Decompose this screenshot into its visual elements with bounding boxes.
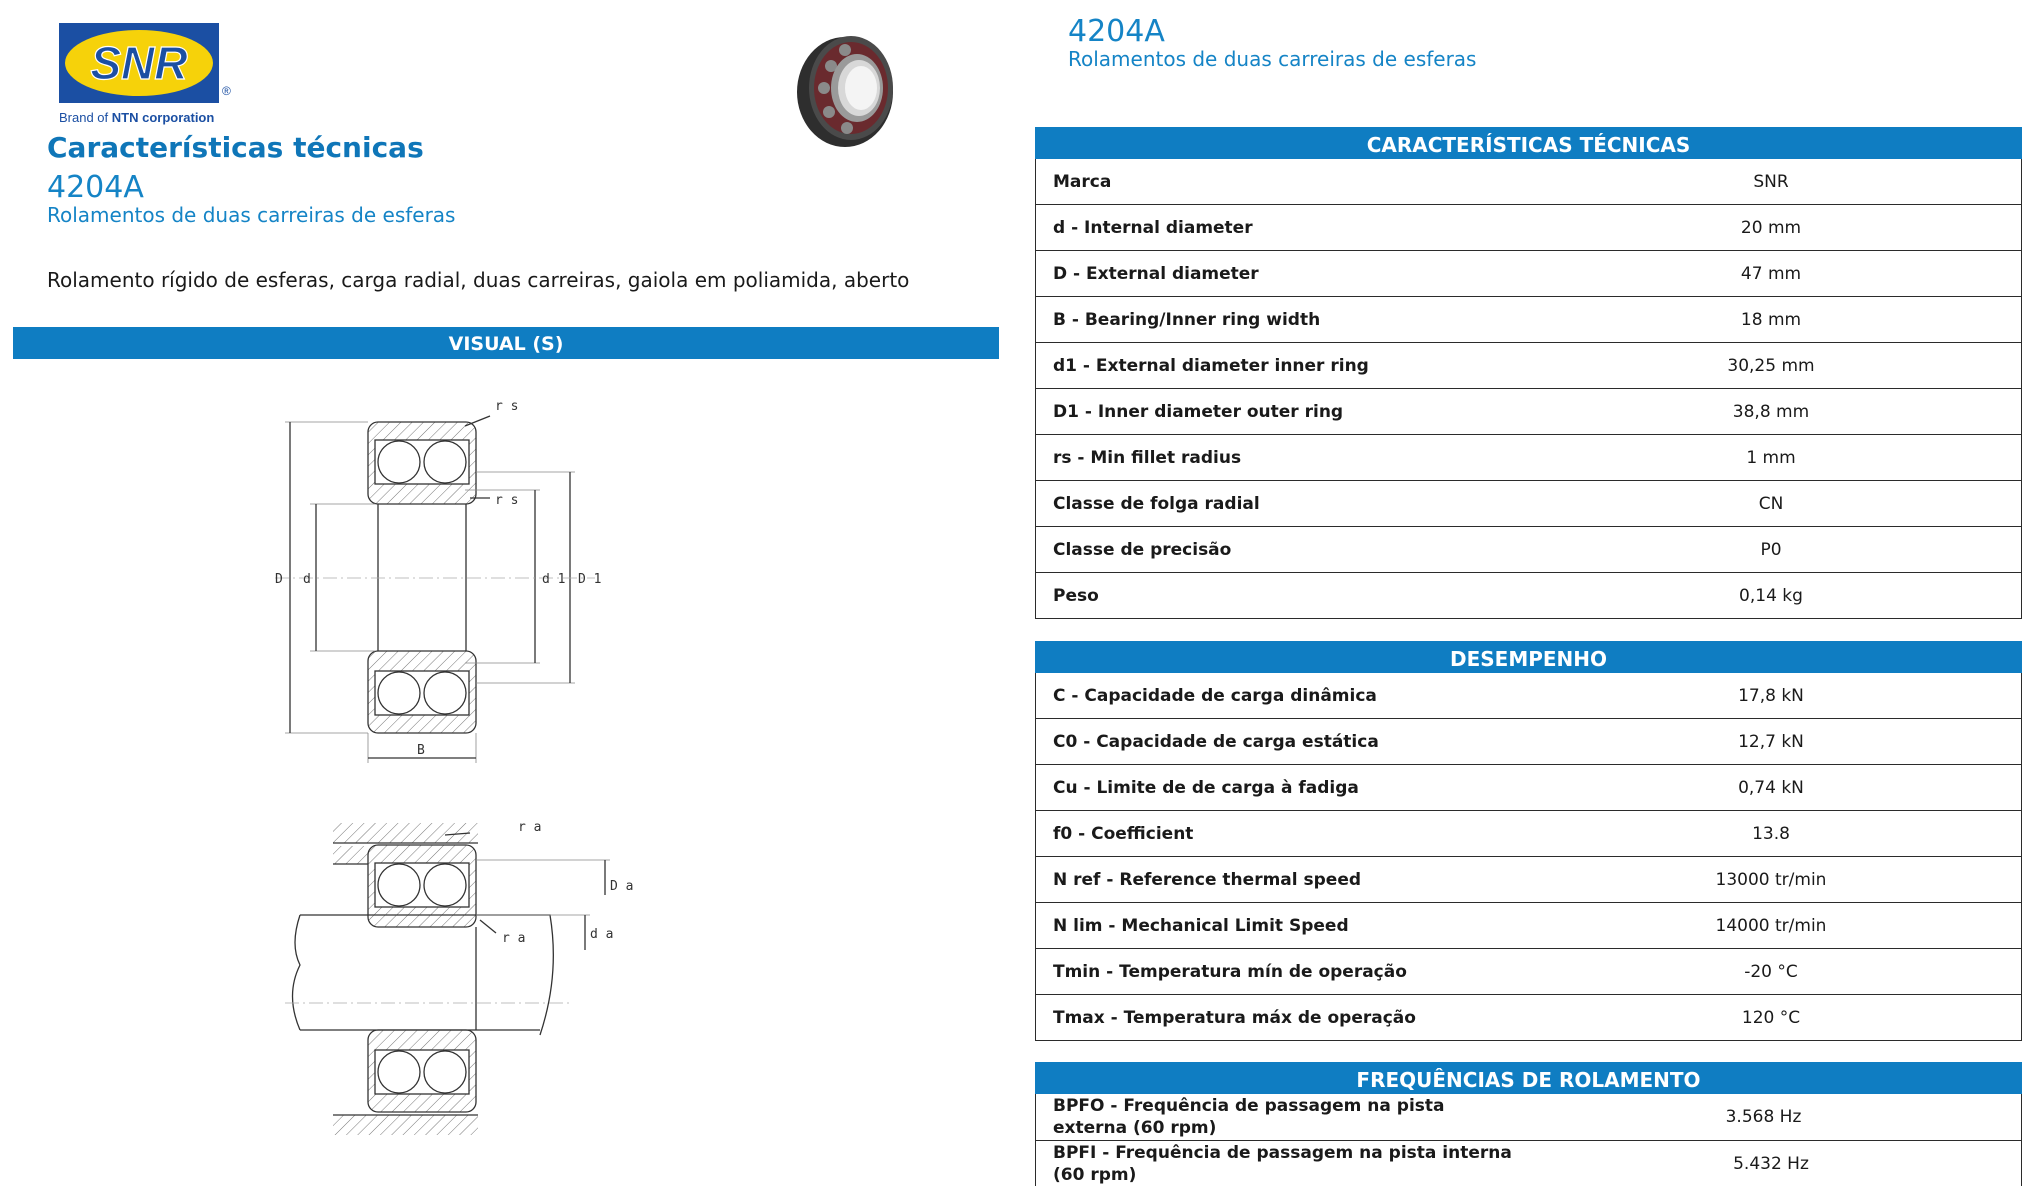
table-row: Marca SNR <box>1053 171 1789 192</box>
svg-text:B: B <box>417 743 425 758</box>
frequencies-section-header: FREQUÊNCIAS DE ROLAMENTO <box>1035 1062 2022 1094</box>
product-code-right: 4204A <box>1068 14 1165 49</box>
performance-table <box>1035 641 2022 1041</box>
table-row: Classe de folga radial CN <box>1036 480 2021 526</box>
table-row: Cu - Limite de de carga à fadiga 0,74 kN <box>1036 764 2021 810</box>
svg-text:d: d <box>303 572 311 587</box>
table-row: Classe de precisão P0 <box>1036 526 2021 572</box>
table-row: BPFO - Frequência de passagem na pista externa (60 rpm) 3.568 Hz <box>1053 1096 1802 1138</box>
svg-text:d 1: d 1 <box>542 572 566 587</box>
table-row: rs - Min fillet radius 1 mm <box>1036 434 2021 480</box>
table-row: Peso 0,14 kg <box>1036 572 2021 618</box>
svg-text:®: ® <box>222 84 231 98</box>
table-row: d1 - External diameter inner ring 30,25 mm <box>1036 342 2021 388</box>
page-title: Características técnicas <box>47 131 424 164</box>
svg-text:Brand of NTN corporation: Brand of NTN corporation <box>59 110 215 125</box>
table-row: C - Capacidade de carga dinâmica 17,8 kN <box>1053 685 1804 706</box>
product-type: Rolamentos de duas carreiras de esferas <box>47 203 456 227</box>
product-description: Rolamento rígido de esferas, carga radial, duas carreiras, gaiola em poliamida, aberto <box>47 268 910 292</box>
logo-wordmark: SNR <box>90 37 188 89</box>
svg-text:r a: r a <box>502 931 526 946</box>
svg-text:r a: r a <box>518 820 542 835</box>
table-row: N lim - Mechanical Limit Speed 14000 tr/min <box>1036 902 2021 948</box>
technical-section-header: CARACTERÍSTICAS TÉCNICAS <box>1035 127 2022 159</box>
svg-text:D a: D a <box>610 879 634 894</box>
table-row: f0 - Coefficient 13.8 <box>1036 810 2021 856</box>
table-row: N ref - Reference thermal speed 13000 tr/min <box>1036 856 2021 902</box>
table-row: D - External diameter 47 mm <box>1036 250 2021 296</box>
svg-text:D 1: D 1 <box>578 572 602 587</box>
table-row: D1 - Inner diameter outer ring 38,8 mm <box>1036 388 2021 434</box>
table-row: Tmax - Temperatura máx de operação 120 °C <box>1036 994 2021 1040</box>
technical-characteristics-table <box>1035 127 2022 619</box>
table-row: C0 - Capacidade de carga estática 12,7 kN <box>1036 718 2021 764</box>
product-type-right: Rolamentos de duas carreiras de esferas <box>1068 47 1477 71</box>
svg-text:d a: d a <box>590 927 614 942</box>
svg-text:r s: r s <box>495 399 519 414</box>
svg-text:r s: r s <box>495 493 519 508</box>
snr-logo <box>59 23 259 128</box>
table-row: B - Bearing/Inner ring width 18 mm <box>1036 296 2021 342</box>
svg-text:D: D <box>275 572 283 587</box>
visual-section-header: VISUAL (S) <box>13 327 999 359</box>
performance-section-header: DESEMPENHO <box>1035 641 2022 673</box>
product-code: 4204A <box>47 170 144 205</box>
table-row: d - Internal diameter 20 mm <box>1036 204 2021 250</box>
table-row: Tmin - Temperatura mín de operação -20 °C <box>1036 948 2021 994</box>
bearing-mounting-drawing <box>270 815 650 1200</box>
rolling-frequencies-table <box>1035 1062 2022 1186</box>
bearing-cross-section-drawing <box>265 388 645 773</box>
bearing-photo <box>787 28 905 150</box>
table-row: BPFI - Frequência de passagem na pista interna (60 rpm) 5.432 Hz <box>1036 1140 2021 1186</box>
